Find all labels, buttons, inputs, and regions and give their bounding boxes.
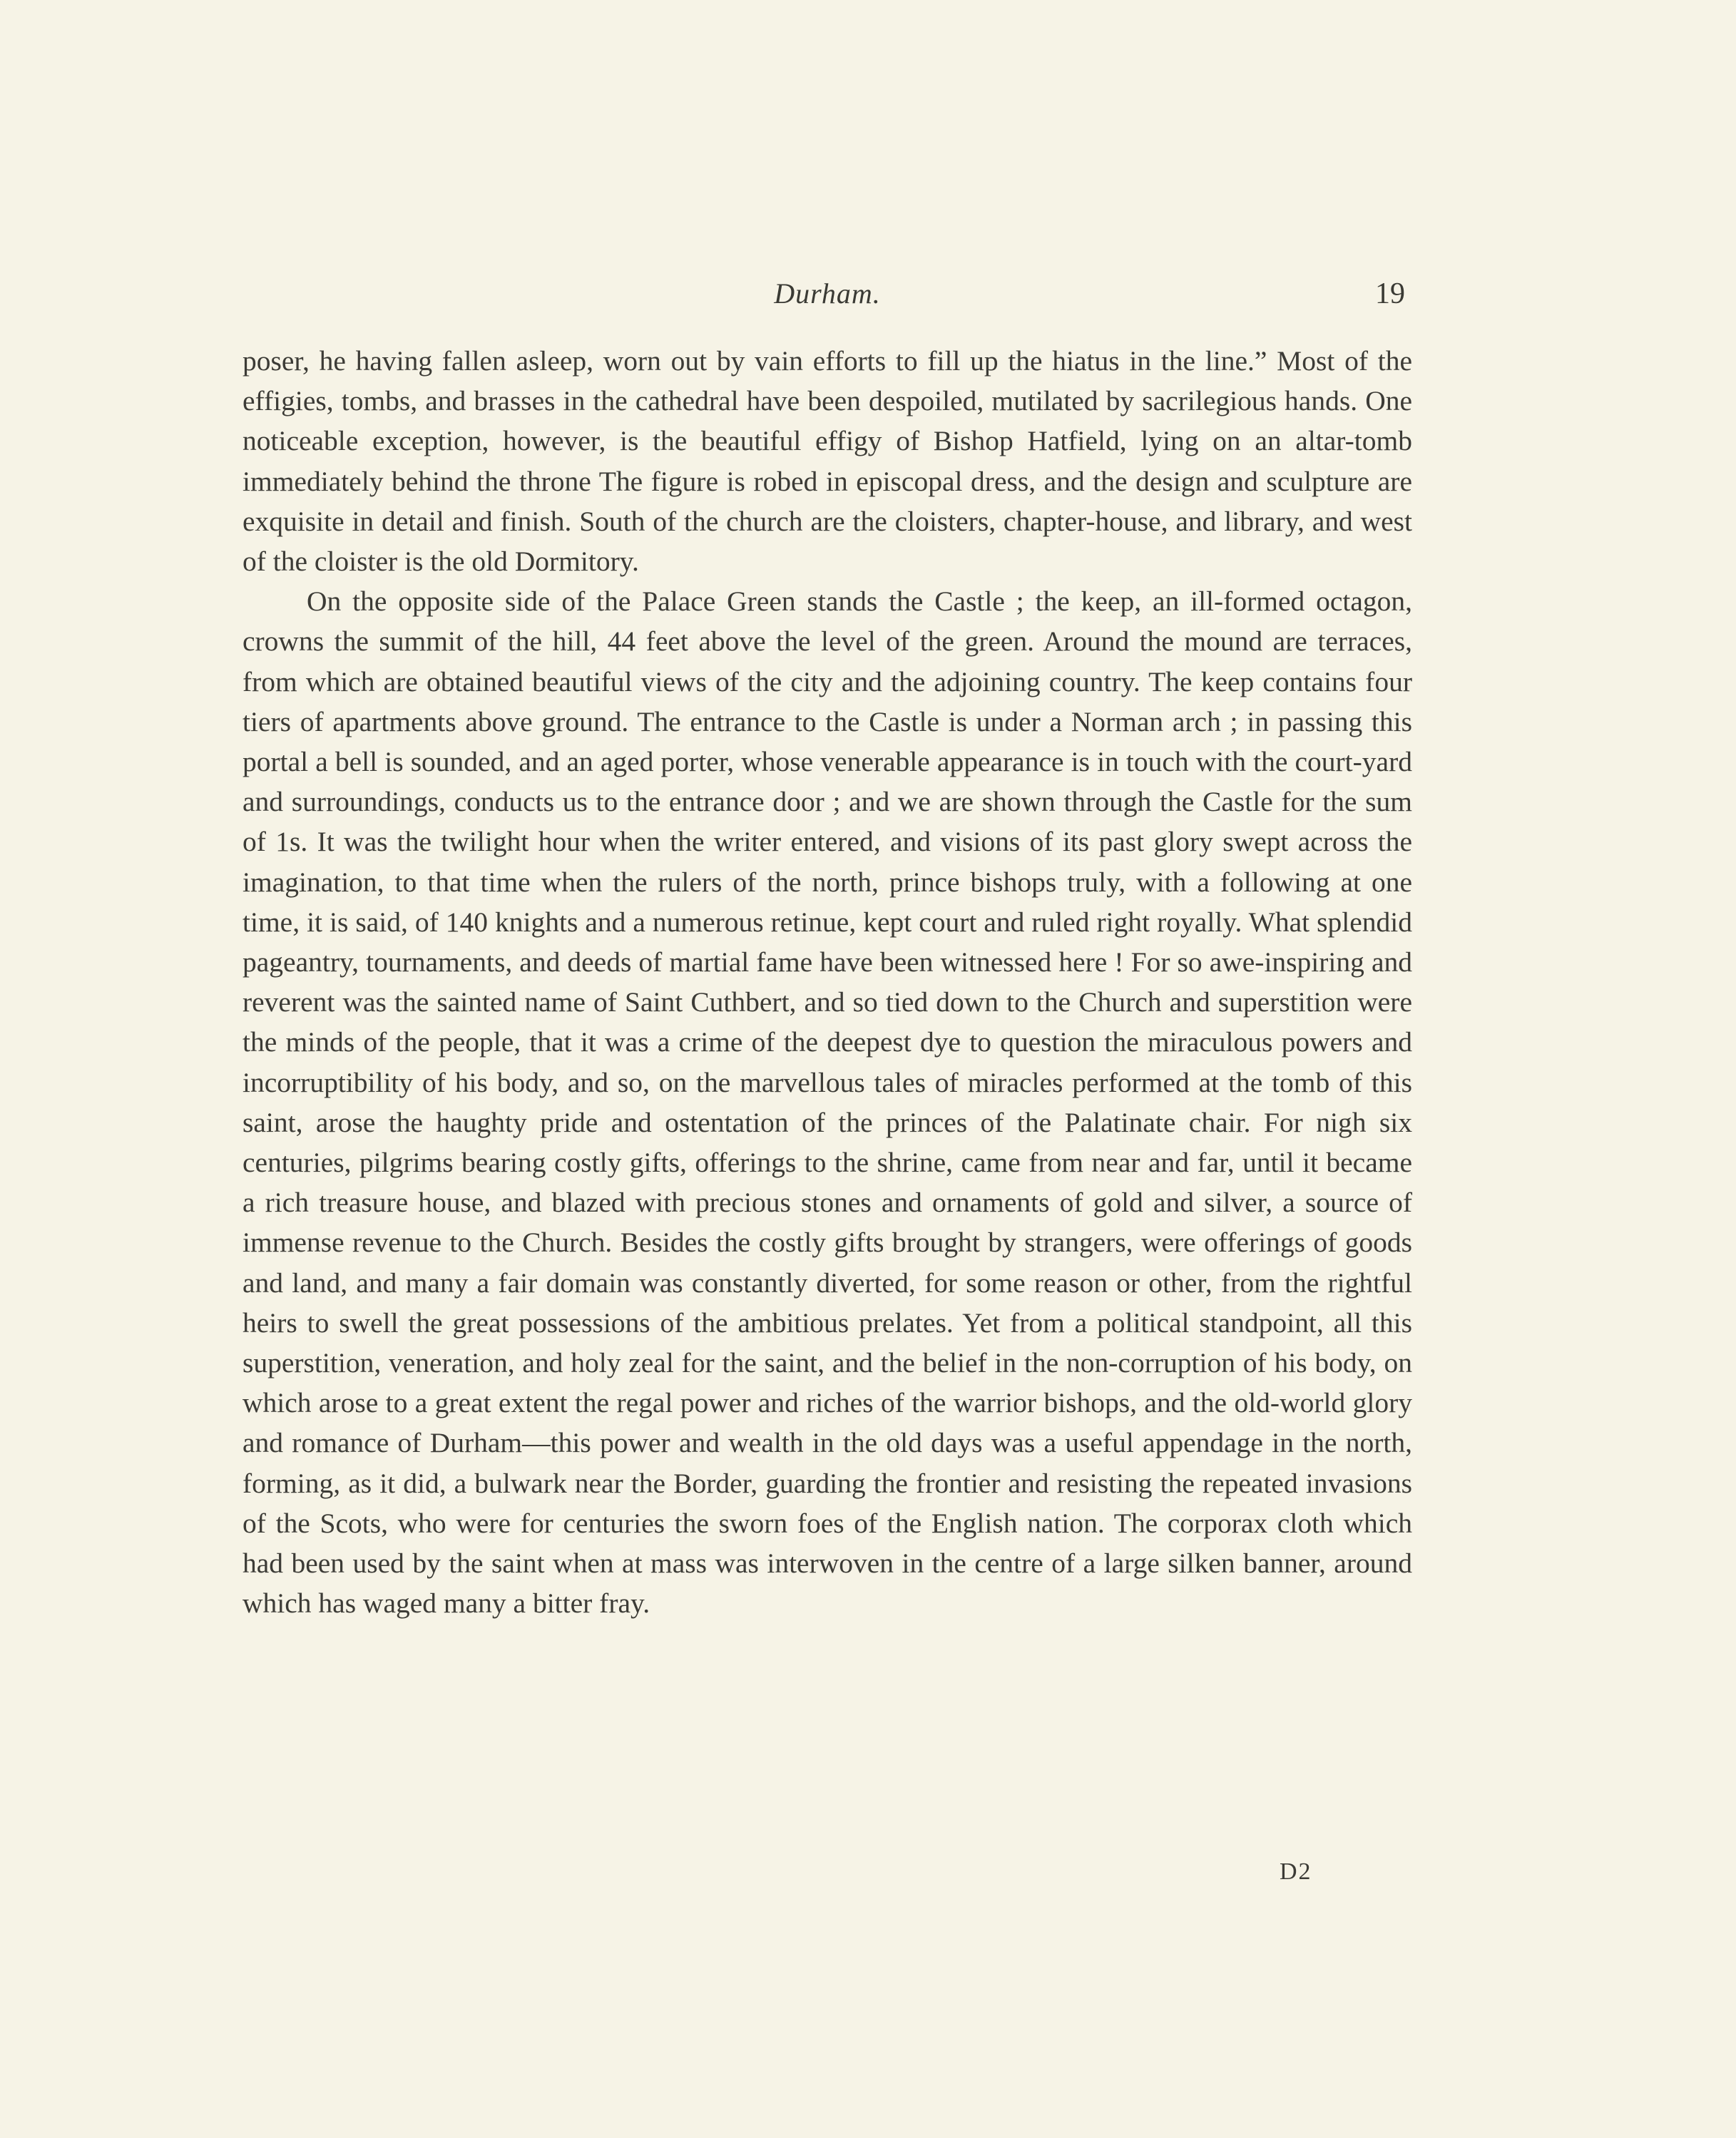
signature-mark: D2 xyxy=(1280,1858,1312,1885)
paragraph-castle: On the opposite side of the Palace Green stands the Castle ; the keep, an ill-formed octagon, crowns the summit of the hill, 44 feet above the level of the green. Around the mound are terraces, from which are obtained beautiful views of the city and the adjoining country. The keep contains four tiers of apartments above ground. The entrance to the Castle is under a Norman arch ; in passing this portal a bell is sounded, and an aged porter, whose venerable appearance is in touch with the court-yard and surroundings, conducts us to the entrance door ; and we are shown through the Castle for the sum of 1s. It was the twilight hour when the writer entered, and visions of its past glory swept across the imagination, to that time when the rulers of the north, prince bishops truly, with a following at one time, it is said, of 140 knights and a numerous retinue, kept court and ruled right royally. What splendid pageantry, tournaments, and deeds of martial fame have been witnessed here ! For so awe-inspiring and reverent was the sainted name of Saint Cuthbert, and so tied down to the Church and superstition were the minds of the people, that it was a crime of the deepest dye to question the miraculous powers and incorruptibility of his body, and so, on the marvellous tales of miracles performed at the tomb of this saint, arose the haughty pride and ostentation of the princes of the Palatinate chair. For nigh six centuries, pilgrims bearing costly gifts, offerings to the shrine, came from near and far, until it became a rich treasure house, and blazed with precious stones and ornaments of gold and silver, a source of immense revenue to the Church. Besides the costly gifts brought by strangers, were offerings of goods and land, and many a fair domain was constantly diverted, for some reason or other, from the rightful heirs to swell the great possessions of the ambitious prelates. Yet from a political standpoint, all this superstition, veneration, and holy zeal for the saint, and the belief in the non-corruption of his body, on which arose to a great extent the regal power and riches of the warrior bishops, and the old-world glory and romance of Durham—this power and wealth in the old days was a useful appendage in the north, forming, as it did, a bulwark near the Border, guarding the frontier and resisting the repeated invasions of the Scots, who were for centuries the sworn foes of the English nation. The corporax cloth which had been used by the saint when at mass was interwoven in the centre of a large silken banner, around which has waged many a bitter fray. xyxy=(242,585,1412,1620)
page-number: 19 xyxy=(1375,277,1405,310)
body-text xyxy=(242,341,1412,1624)
running-head xyxy=(242,277,1412,319)
running-title: Durham. xyxy=(774,277,881,310)
paragraph-continued: poser, he having fallen asleep, worn out by vain efforts to fill up the hiatus in the line.” Most of the effigies, tombs, and brasses in the cathedral have been despoiled, mutilated by sacrilegious hands. One noticeable exception, however, is the beautiful effigy of Bishop Hatfield, lying on an altar-tomb immediately behind the throne The figure is robed in episcopal dress, and the design and sculpture are exquisite in detail and finish. South of the church are the cloisters, chapter-house, and library, and west of the cloister is the old Dormitory. xyxy=(242,345,1412,578)
